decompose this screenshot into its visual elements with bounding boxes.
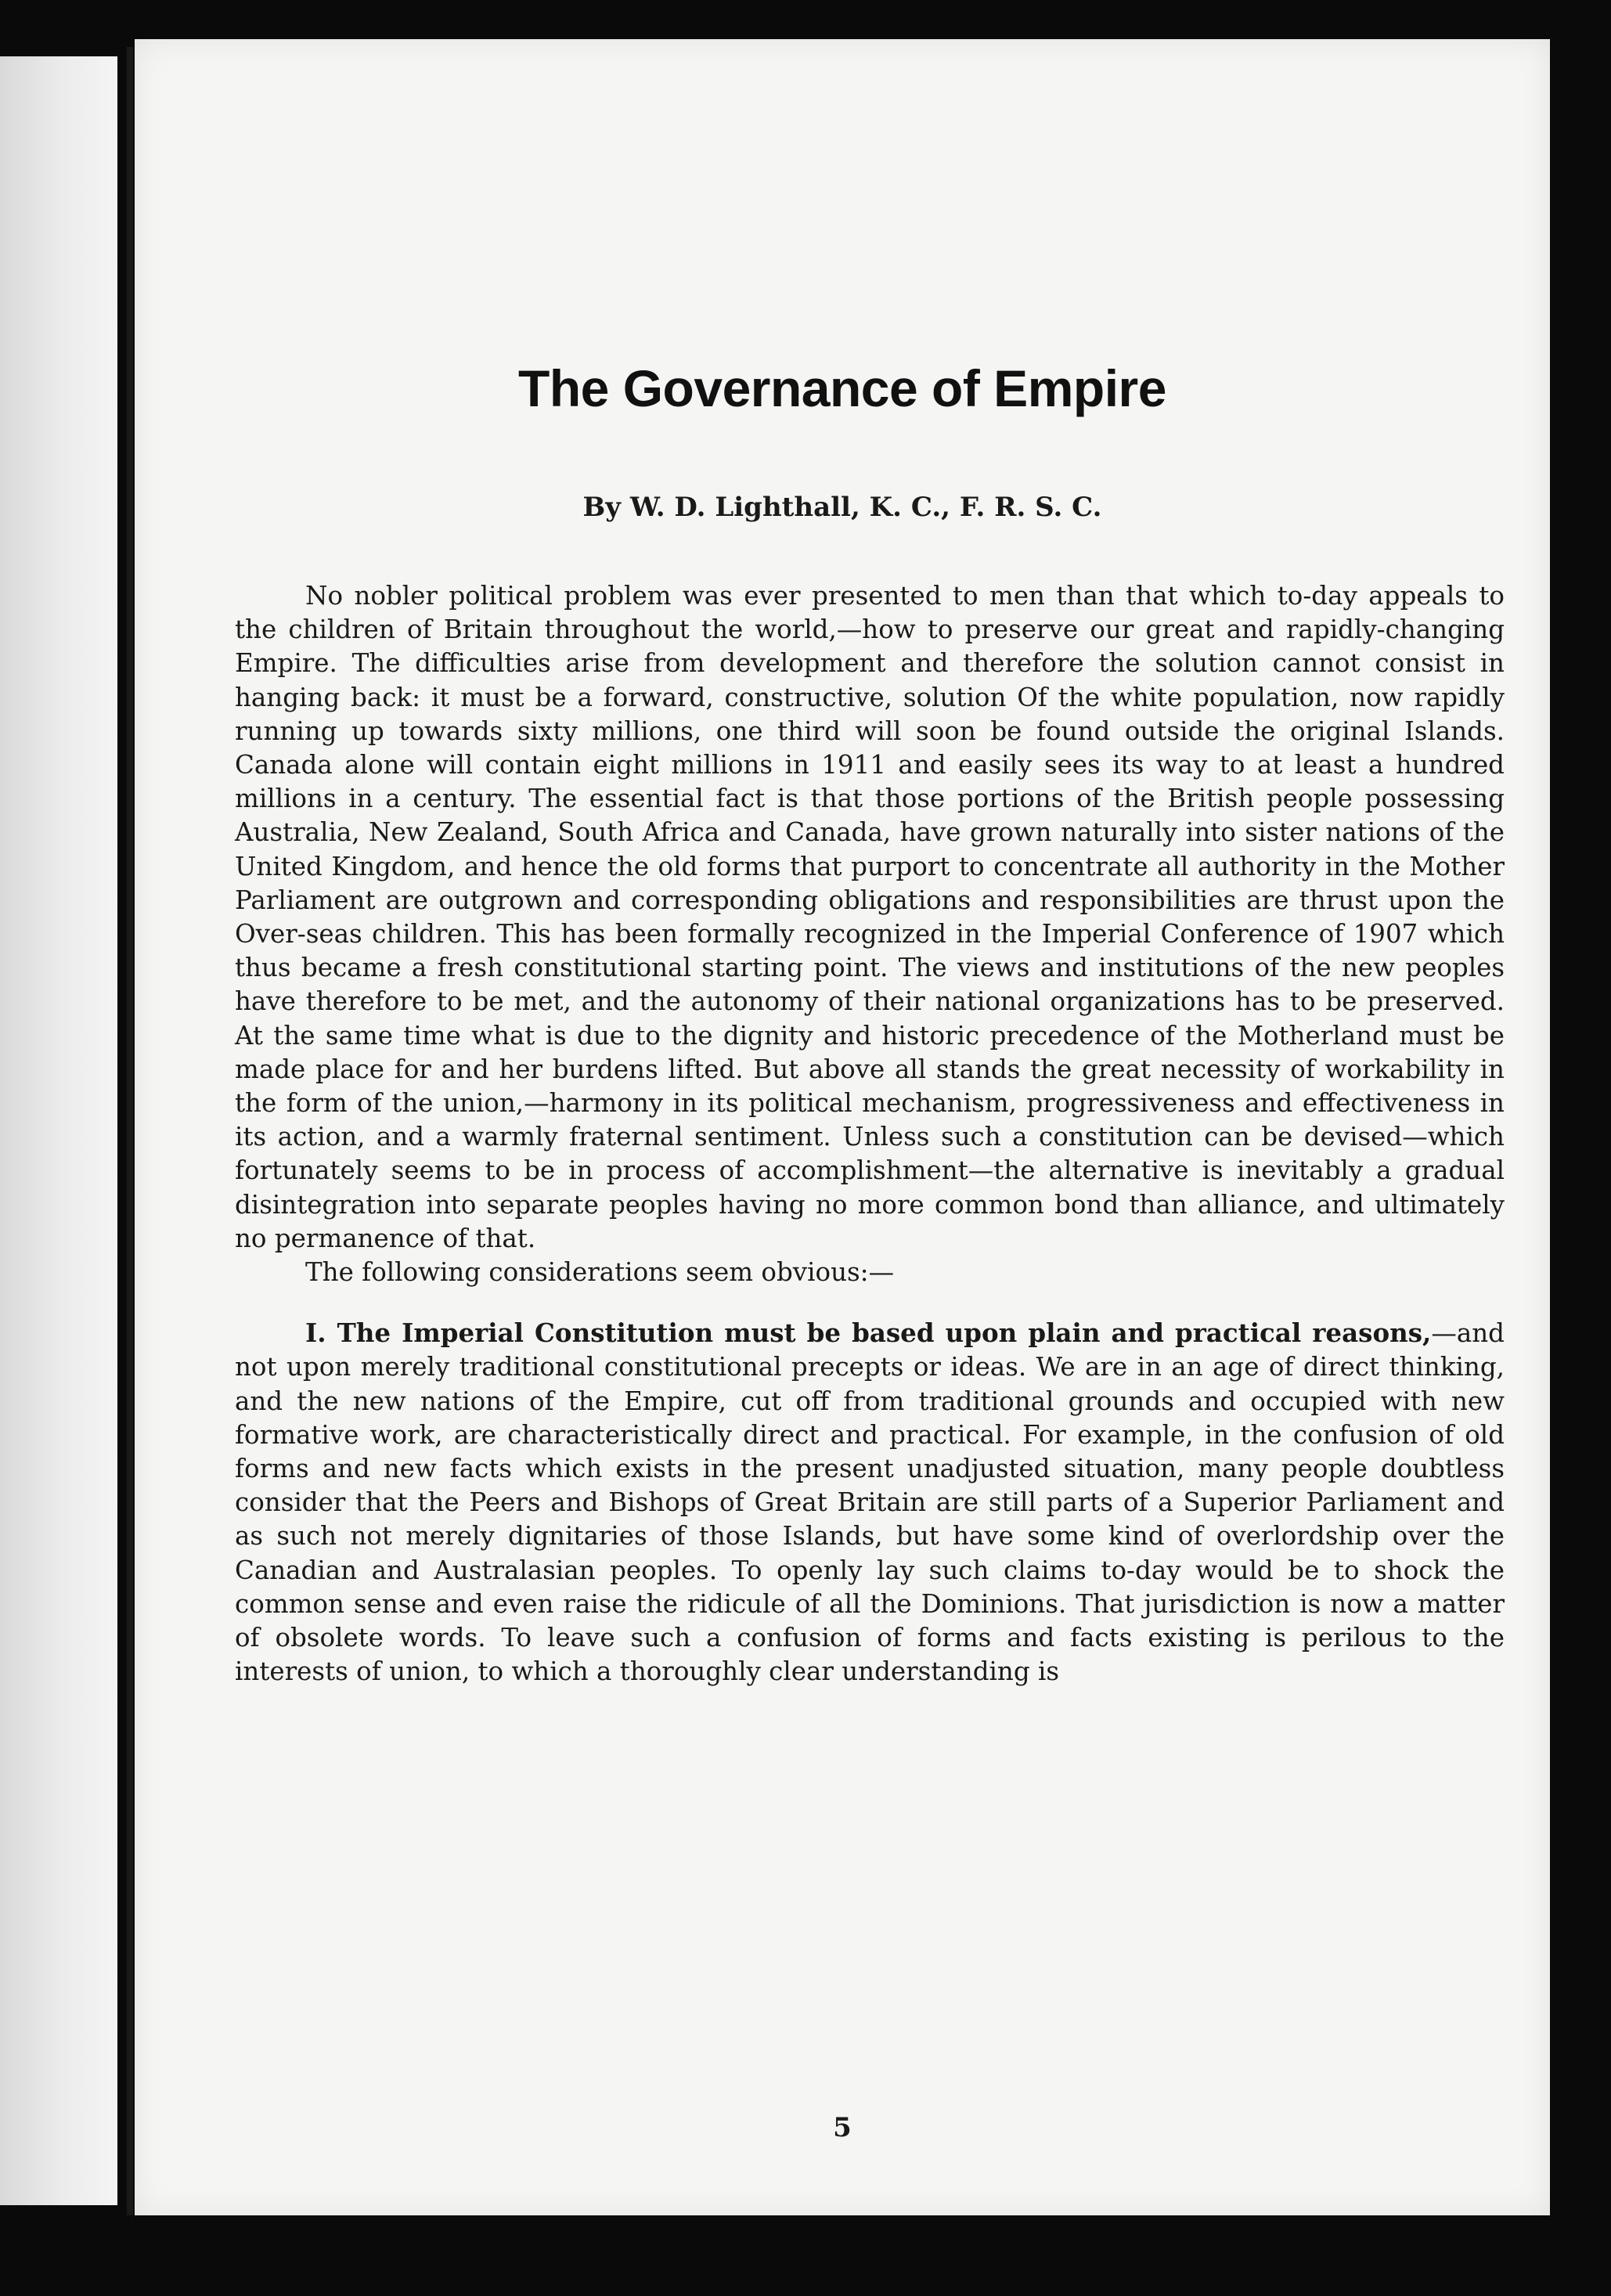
section-one-text: —and not upon merely traditional constitutional precepts or ideas. We are in an age of direct thinking, and the new nations of the Empire, cut off from traditional grounds and occupied with new formative work, are characteristically direct and practical. For example, in the confusion of old forms and new facts which exists in the present unadjusted situation, many people doubtless consider that the Peers and Bishops of Great Britain are still parts of a Superior Parliament and as such not merely dignitaries of those Islands, but have some kind of overlordship over the Canadian and Australasian peoples. To openly lay such claims to-day would be to shock the common sense and even raise the ridicule of all the Dominions. That jurisdiction is now a matter of obsolete words. To leave such a confusion of forms and facts existing is perilous to the interests of union, to which a thoroughly clear understanding is bbox=[235, 1318, 1505, 1687]
section-one-paragraph bbox=[235, 1316, 1505, 1689]
paragraph-considerations: The following considerations seem obvious:— bbox=[305, 1257, 895, 1288]
page-number: 5 bbox=[833, 2112, 852, 2143]
facing-page-edge bbox=[0, 56, 117, 2205]
paragraph-intro: No nobler political problem was ever presented to men than that which to-day appeals to the children of Britain throughout the world,—how to preserve our great and rapidly-changing Empire. The difficulties arise from development and therefore the solution cannot consist in hanging back: it must be a forward, constructive, solution Of the white population, now rapidly running up towards sixty millions, one third will soon be found outside the original Islands. Canada alone will contain eight millions in 1911 and easily sees its way to at least a hundred millions in a century. The essential fact is that those portions of the British people possessing Australia, New Zealand, South Africa and Canada, have grown naturally into sister nations of the United Kingdom, and hence the old forms that purport to concentrate all authority in the Mother Parliament are outgrown and corresponding obligations and responsibilities are thrust upon the Over-seas children. This has been formally recognized in the Imperial Conference of 1907 which thus became a fresh constitutional starting point. The views and institutions of the new peoples have therefore to be met, and the autonomy of their national organizations has to be preserved. At the same time what is due to the dignity and historic precedence of the Motherland must be made place for and her burdens lifted. But above all stands the great necessity of workability in the form of the union,—harmony in its political mechanism, progressiveness and effectiveness in its action, and a warmly fraternal sentiment. Unless such a constitution can be devised—which fortunately seems to be in process of accomplishment—the alternative is inevitably a gradual disintegration into separate peoples having no more common bond than alliance, and ultimately no permanence of that. bbox=[235, 581, 1505, 1253]
body-text bbox=[235, 579, 1505, 1689]
document-page bbox=[135, 39, 1550, 2215]
document-title: The Governance of Empire bbox=[518, 359, 1166, 417]
section-one-lead: I. The Imperial Constitution must be based upon plain and practical reasons, bbox=[305, 1317, 1432, 1349]
book-gutter bbox=[127, 47, 133, 2215]
author-byline: By W. D. Lighthall, K. C., F. R. S. C. bbox=[582, 492, 1102, 523]
